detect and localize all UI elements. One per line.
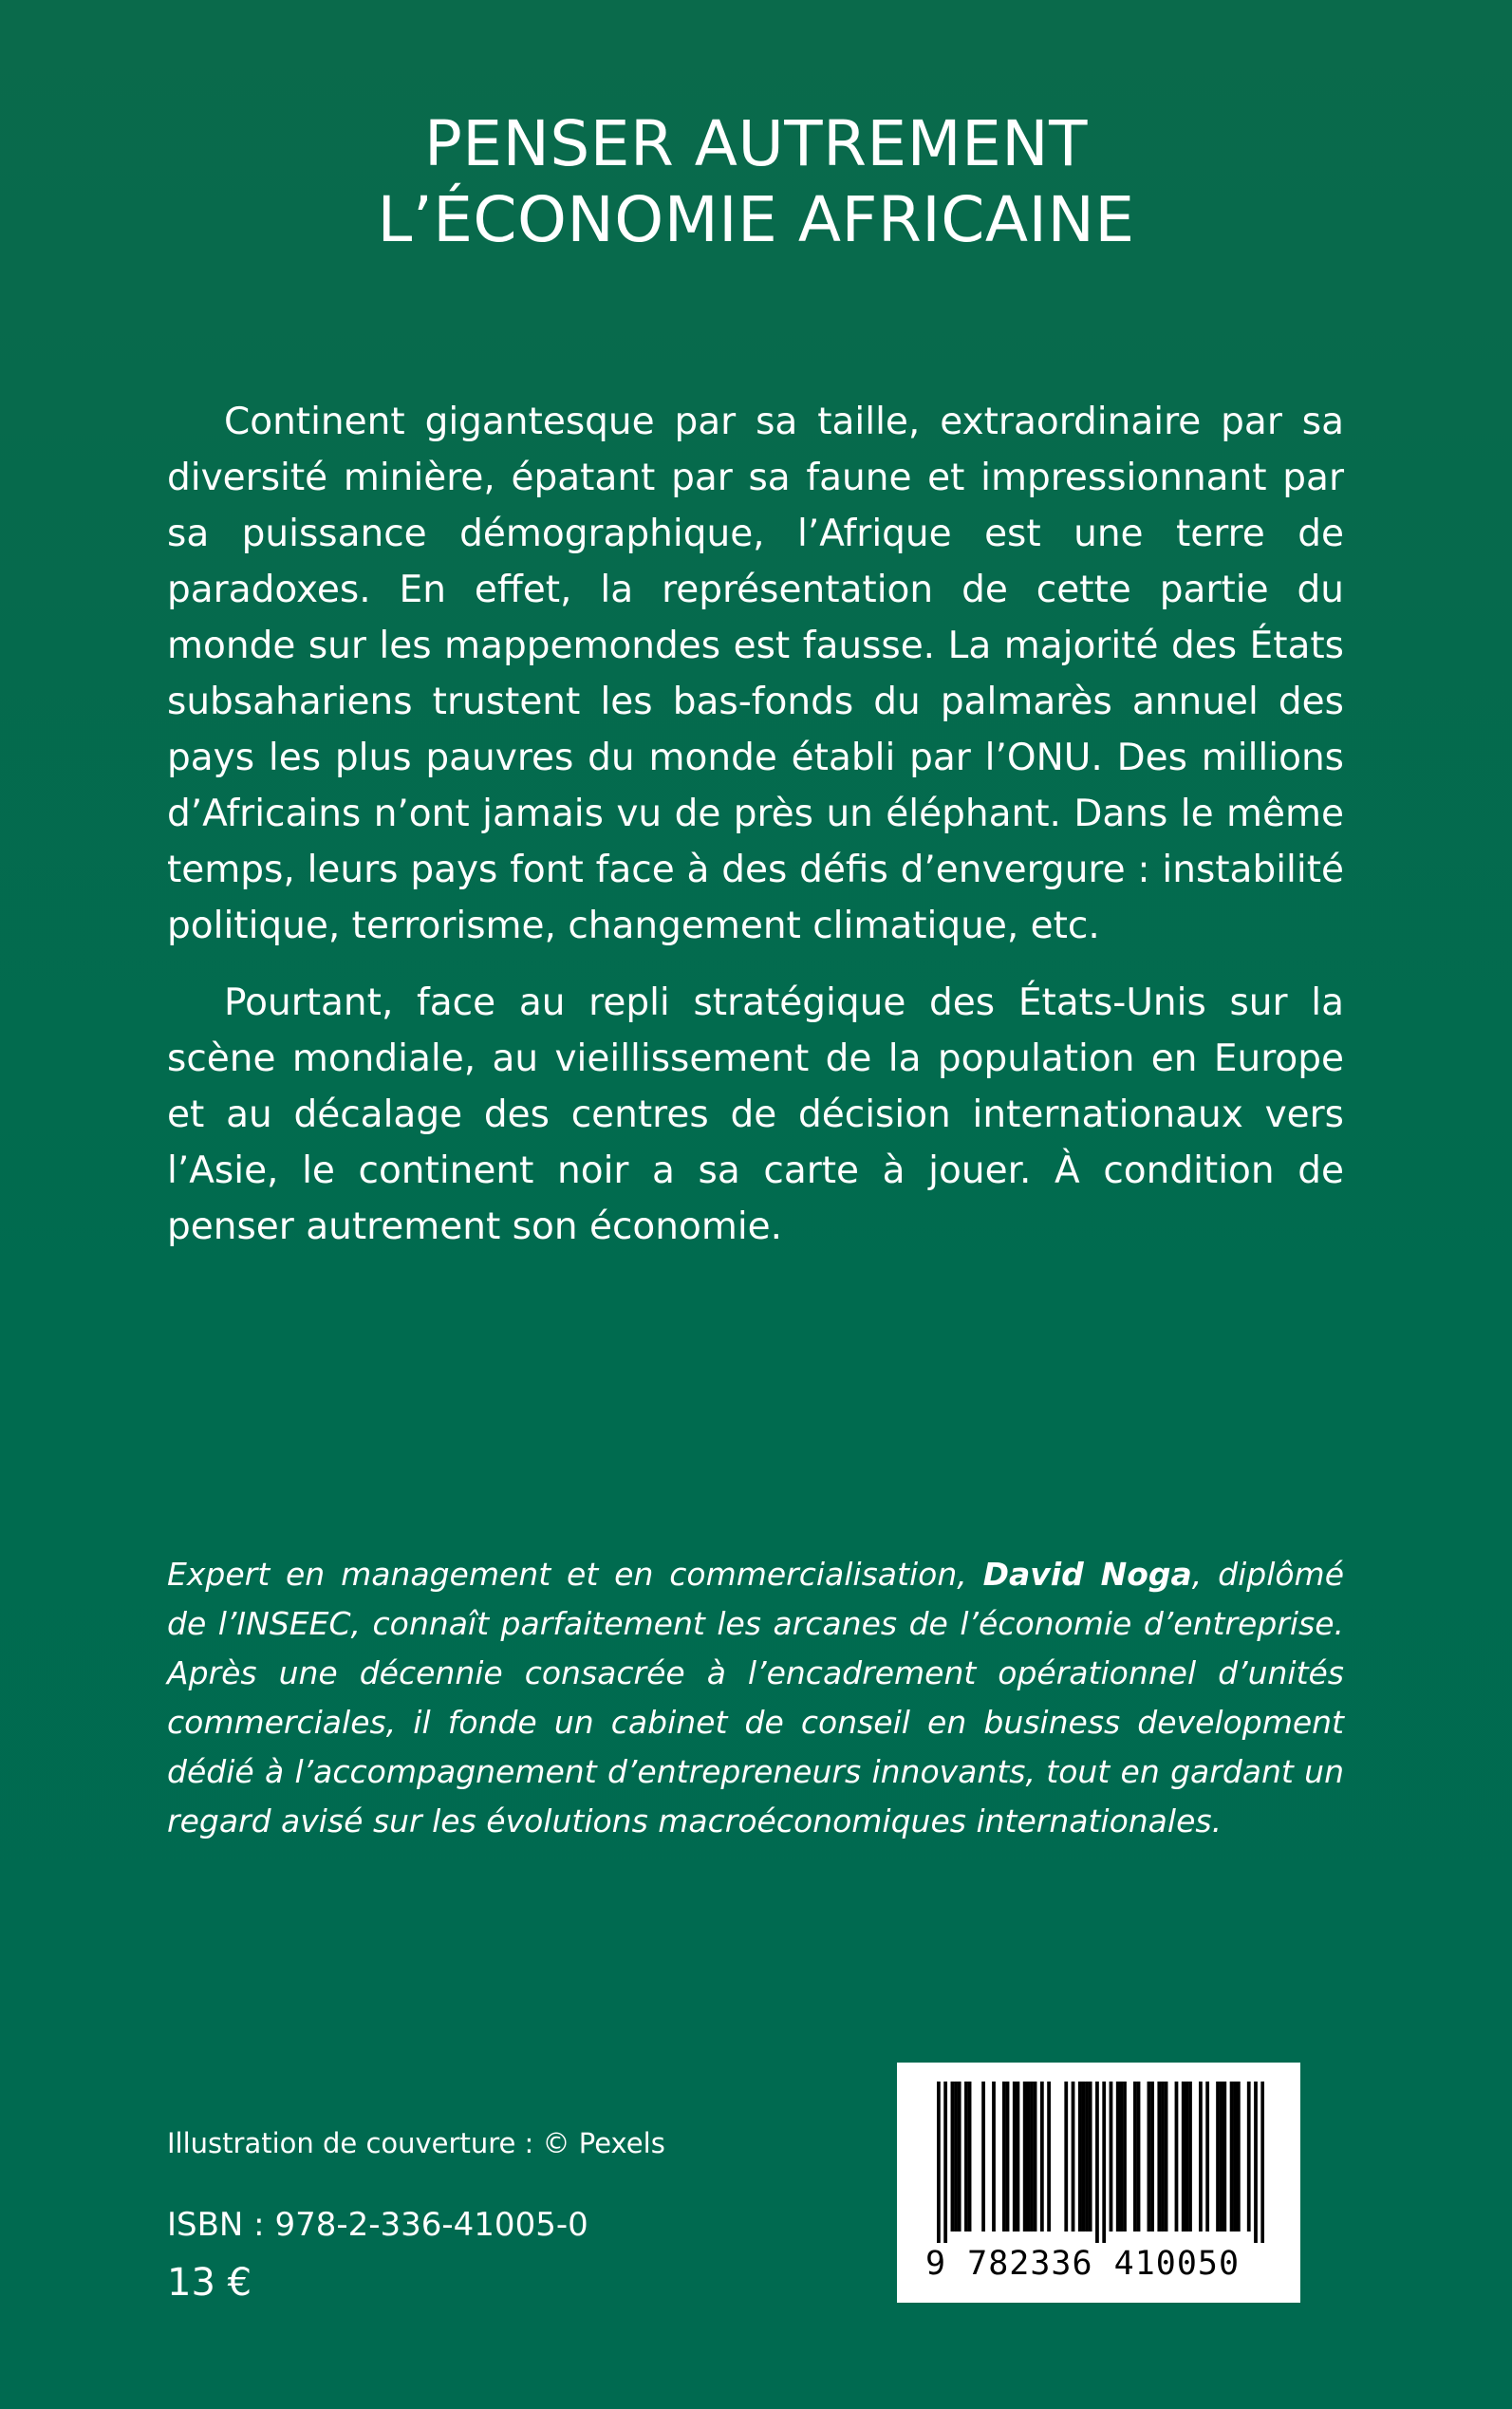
barcode-bar-33 xyxy=(1148,2082,1151,2232)
title-line-1: PENSER AUTREMENT xyxy=(424,107,1088,180)
barcode-bar-17 xyxy=(1040,2082,1044,2232)
barcode-bar-47 xyxy=(1230,2082,1234,2232)
barcode-bar-30 xyxy=(1123,2082,1127,2232)
barcode-bar-20 xyxy=(1072,2082,1075,2232)
barcode-bar-38 xyxy=(1175,2082,1179,2232)
barcode-bar-14 xyxy=(1026,2082,1030,2232)
cover-credit: Illustration de couverture : © Pexels xyxy=(167,2127,665,2159)
author-bio-intro: Expert en management et en commercialisation, xyxy=(167,1556,983,1593)
book-title xyxy=(0,106,1512,258)
barcode-bar-37 xyxy=(1165,2082,1168,2232)
barcode-bar-12 xyxy=(1017,2082,1020,2232)
barcode-bar-31 xyxy=(1133,2082,1137,2232)
barcode xyxy=(897,2063,1300,2303)
barcode-bar-15 xyxy=(1030,2082,1034,2232)
barcode-bar-26 xyxy=(1102,2082,1106,2243)
synopsis-paragraph-2: Pourtant, face au repli stratégique des États-Unis sur la scène mondiale, au vieillissement de la population en Europe et au décalage des centres de décision internationaux vers l’Asie, le continent noir a sa carte à jouer. À condition de penser autrement son économie. xyxy=(167,981,1344,1248)
barcode-bar-7 xyxy=(981,2082,985,2232)
barcode-bar-1 xyxy=(943,2082,947,2243)
barcode-bar-18 xyxy=(1047,2082,1051,2232)
barcode-bar-39 xyxy=(1182,2082,1185,2232)
barcode-bar-13 xyxy=(1023,2082,1027,2232)
barcode-bar-8 xyxy=(992,2082,996,2232)
barcode-bar-41 xyxy=(1188,2082,1192,2232)
barcode-bar-50 xyxy=(1247,2082,1251,2232)
author-name: David Noga xyxy=(982,1556,1192,1593)
barcode-bars xyxy=(937,2082,1264,2243)
barcode-bar-51 xyxy=(1254,2082,1258,2243)
barcode-bar-49 xyxy=(1237,2082,1241,2232)
author-bio xyxy=(167,1550,1344,1846)
barcode-bar-10 xyxy=(1006,2082,1010,2232)
barcode-bar-48 xyxy=(1233,2082,1237,2232)
barcode-bar-42 xyxy=(1199,2082,1203,2232)
barcode-bar-21 xyxy=(1078,2082,1082,2232)
barcode-bar-23 xyxy=(1085,2082,1089,2232)
synopsis xyxy=(167,394,1344,1276)
barcode-bar-29 xyxy=(1119,2082,1123,2232)
barcode-bar-32 xyxy=(1137,2082,1141,2232)
barcode-bar-19 xyxy=(1064,2082,1068,2232)
barcode-bar-9 xyxy=(1002,2082,1006,2232)
barcode-bar-45 xyxy=(1220,2082,1223,2232)
barcode-bar-52 xyxy=(1260,2082,1264,2243)
barcode-bar-24 xyxy=(1089,2082,1092,2232)
title-line-2: L’ÉCONOMIE AFRICAINE xyxy=(377,183,1135,256)
barcode-bar-46 xyxy=(1223,2082,1226,2232)
price: 13 € xyxy=(167,2261,252,2305)
barcode-bar-34 xyxy=(1150,2082,1154,2232)
barcode-bar-11 xyxy=(1013,2082,1017,2232)
barcode-bar-36 xyxy=(1161,2082,1165,2232)
barcode-bar-22 xyxy=(1082,2082,1086,2232)
barcode-bar-0 xyxy=(937,2082,941,2243)
isbn: ISBN : 978-2-336-41005-0 xyxy=(167,2206,588,2244)
barcode-bar-28 xyxy=(1116,2082,1120,2232)
barcode-bar-25 xyxy=(1095,2082,1099,2243)
barcode-bar-4 xyxy=(958,2082,961,2232)
barcode-bar-44 xyxy=(1216,2082,1220,2232)
synopsis-paragraph-1: Continent gigantesque par sa taille, extraordinaire par sa diversité minière, épatant par sa faune et impressionnant par sa puissance démographique, l’Afrique est une terre de paradoxes. En effet, la représentation de cette partie du monde sur les mappemondes est fausse. La majorité des États subsahariens trustent les bas-fonds du palmarès annuel des pays les plus pauvres du monde établi par l’ONU. Des millions d’Africains n’ont jamais vu de près un éléphant. Dans le même temps, leurs pays font face à des défis d’envergure : instabilité politique, terrorisme, changement climatique, etc. xyxy=(167,401,1344,947)
barcode-bar-3 xyxy=(954,2082,958,2232)
barcode-bar-40 xyxy=(1185,2082,1188,2232)
barcode-bar-2 xyxy=(951,2082,955,2232)
barcode-bar-43 xyxy=(1205,2082,1209,2232)
barcode-bar-16 xyxy=(1034,2082,1037,2232)
barcode-bar-6 xyxy=(968,2082,972,2232)
author-bio-rest: , diplômé de l’INSEEC, connaît parfaitement les arcanes de l’économie d’entreprise. Après une décennie consacrée à l’encadrement opérationnel d’unités commerciales, il fonde un cabinet de conseil en business development dédié à l’accompagnement d’entrepreneurs innovants, tout en gardant un regard avisé sur les évolutions macroéconomiques internationales. xyxy=(167,1556,1344,1839)
barcode-bar-5 xyxy=(964,2082,968,2232)
barcode-digits: 9 782336 410050 xyxy=(925,2245,1241,2283)
barcode-bar-35 xyxy=(1157,2082,1161,2232)
barcode-bar-27 xyxy=(1110,2082,1113,2232)
